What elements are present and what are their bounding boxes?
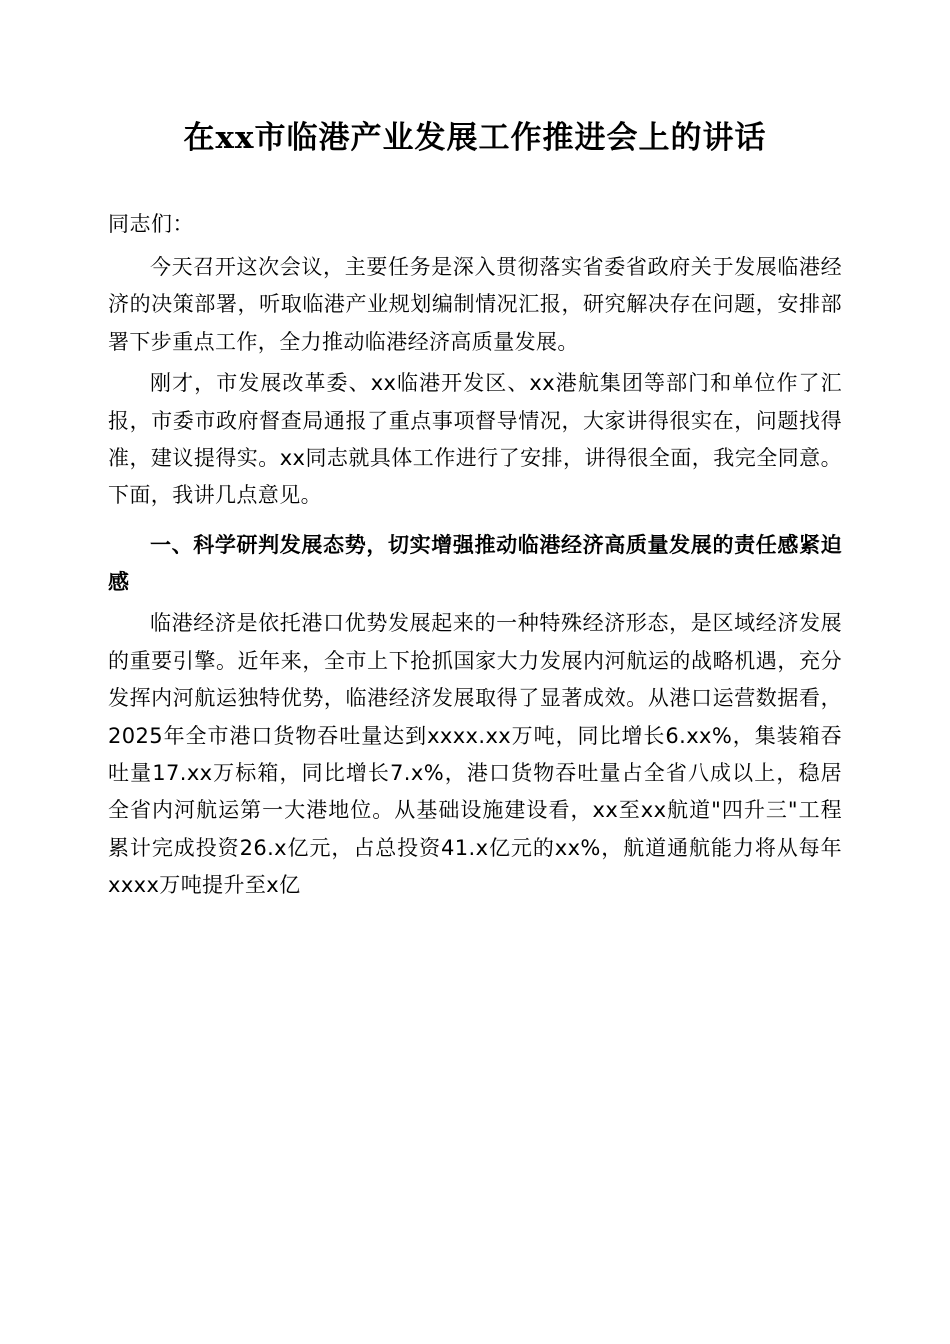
salutation: 同志们： <box>108 212 194 237</box>
paragraph-1: 今天召开这次会议，主要任务是深入贯彻落实省委省政府关于发展临港经济的决策部署，听取临港产业规划编制情况汇报，研究解决存在问题，安排部署下步重点工作，全力推动临港经济高质量发展。 <box>108 255 842 354</box>
page-title: 在xx市临港产业发展工作推进会上的讲话 <box>183 120 767 156</box>
section-heading-1: 一、科学研判发展态势，切实增强推动临港经济高质量发展的责任感紧迫感 <box>108 532 842 595</box>
paragraph-2: 刚才，市发展改革委、xx临港开发区、xx港航集团等部门和单位作了汇报，市委市政府督查局通报了重点事项督导情况，大家讲得很实在，问题找得准，建议提得实。xx同志就具体工作进行了安排，讲得很全面，我完全同意。下面，我讲几点意见。 <box>108 371 842 508</box>
paragraph-3: 临港经济是依托港口优势发展起来的一种特殊经济形态，是区域经济发展的重要引擎。近年来，全市上下抢抓国家大力发展内河航运的战略机遇，充分发挥内河航运独特优势，临港经济发展取得了显著成效。从港口运营数据看，2025年全市港口货物吞吐量达到xxxx.xx万吨，同比增长6.xx%，集装箱吞吐量17.xx万标箱，同比增长7.x%，港口货物吞吐量占全省八成以上，稳居全省内河航运第一大港地位。从基础设施建设看，xx至xx航道"四升三"工程累计完成投资26.x亿元，占总投资41.x亿元的xx%，航道通航能力将从每年xxxx万吨提升至x亿 <box>108 611 842 898</box>
